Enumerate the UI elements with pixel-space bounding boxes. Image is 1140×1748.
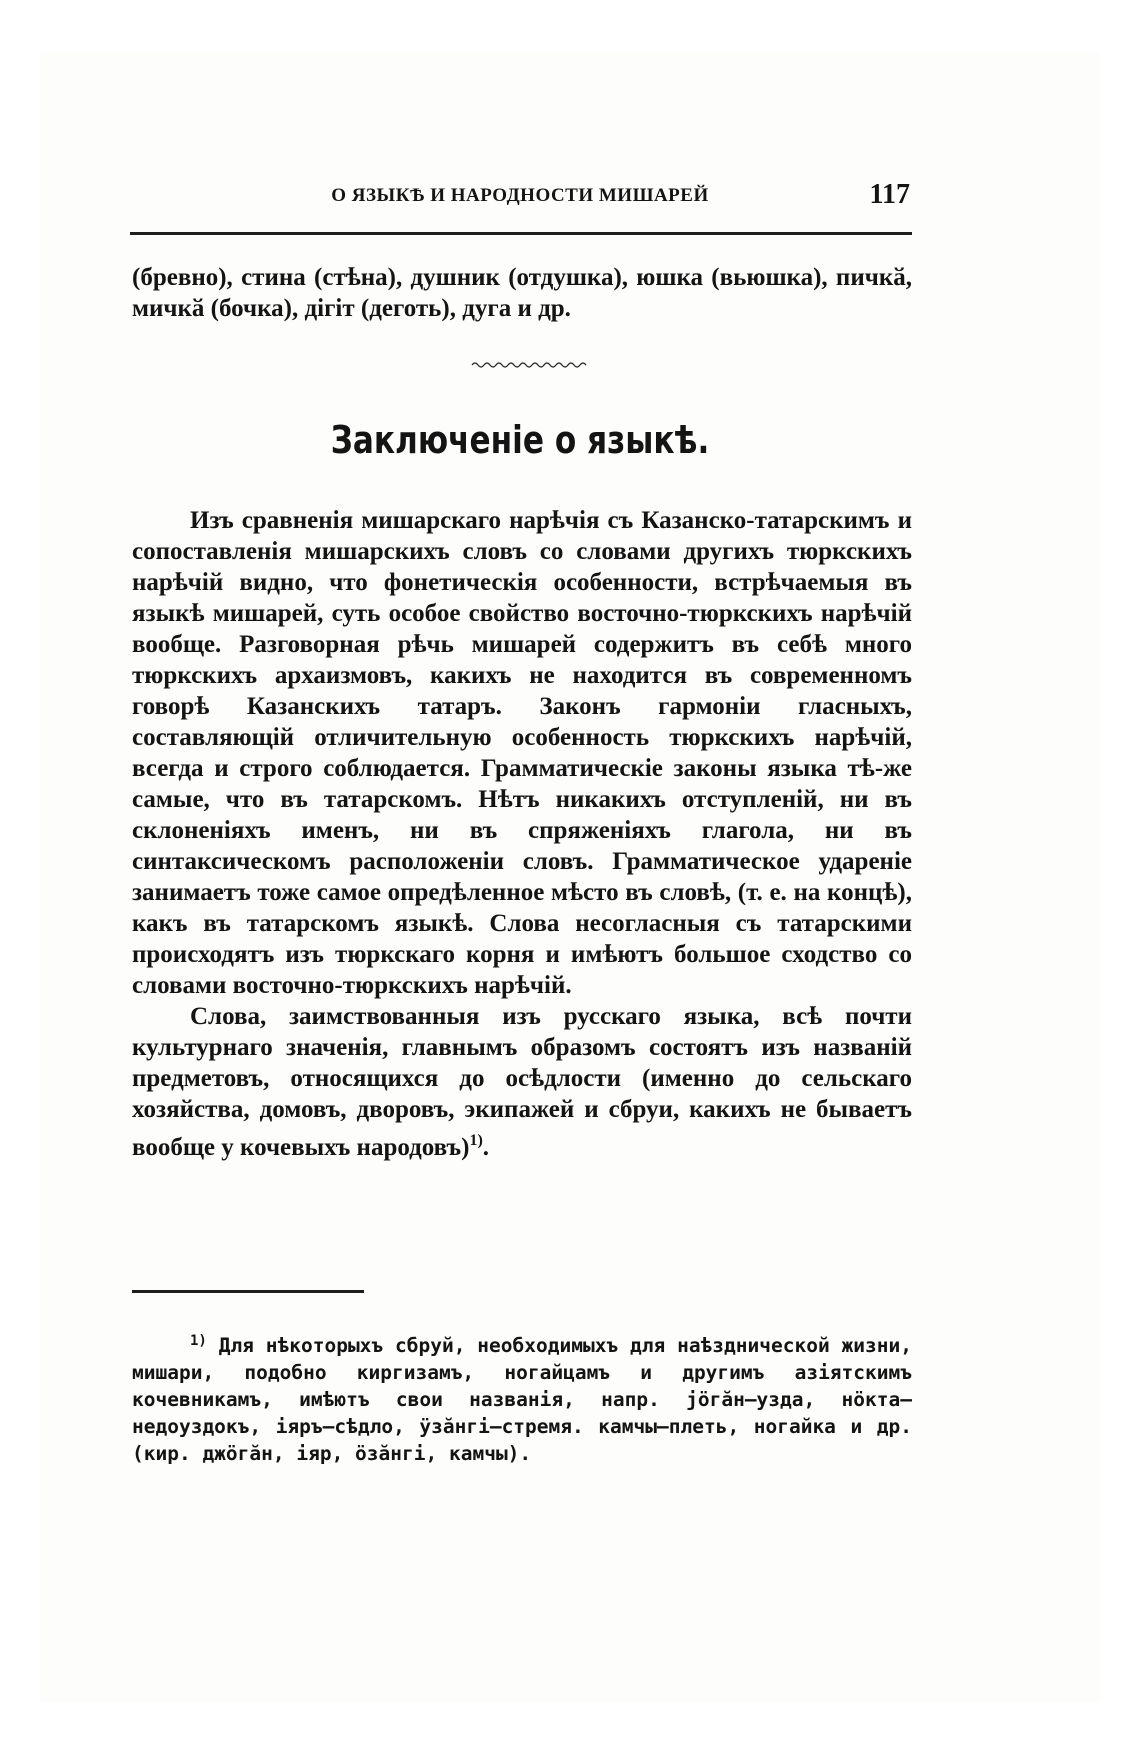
paragraph-comparison: Изъ сравненія мишарскаго нарѣчія съ Казанско-татарскимъ и сопоставленія мишарскихъ словъ со словами другихъ тюркскихъ нарѣчій видно, что фонетическія особенности, встрѣчаемыя въ языкѣ мишарей, суть особое свойство восточно-тюркскихъ нарѣчій вообще. Разговорная рѣчь мишарей содержитъ въ себѣ много тюркскихъ архаизмовъ, какихъ не находится въ современномъ говорѣ Казанскихъ татаръ. Законъ гармоніи гласныхъ, составляющій отличительную особенность тюркскихъ нарѣчій, всегда и строго соблюдается. Грамматическіе законы языка тѣ-же самые, что въ татарскомъ. Нѣтъ никакихъ отступленій, ни въ склоненіяхъ именъ, ни въ спряженіяхъ глагола, ни въ синтаксическомъ расположеніи словъ. Грамматическое удареніе занимаетъ тоже самое опредѣленное мѣсто въ словѣ, (т. е. на концѣ), какъ въ татарскомъ языкѣ. Слова несогласныя съ татарскими происходятъ изъ тюркскаго корня и имѣютъ большое сходство со словами восточно-тюркскихъ нарѣчій. [132,507,912,999]
ornament-flourish [470,360,590,370]
footnote-reference: 1) [469,1132,483,1149]
paragraph-loanwords: Слова, заимствованныя изъ русскаго языка, всѣ почти культурнаго значенія, главнымъ образомъ состоятъ изъ названій предметовъ, относящихся до осѣдлости (именно до сельскаго хозяйства, домовъ, дворовъ, экипажей и сбруи, какихъ не бываетъ вообще у кочевыхъ народовъ)$^{1)}$. [132,1003,912,1161]
header-rule [130,232,912,235]
carryover-text: (бревно), стина (стѣна), душник (отдушка), юшка (вьюшка), пичкӑ, мичкӑ (бочка), дігіт (деготь), дуга и др. [132,264,912,322]
footnote-text: Для нѣкоторыхъ сбруй, необходимыхъ для наѣзднической жизни, мишари, подобно киргизамъ, ногайцамъ и другимъ азіятскимъ кочевникамъ, имѣютъ свои названія, напр. јӧгӑн—узда, нӧкта—недоуздокъ, іяръ—сѣдло, ӱзӑнгі—стремя. камчы—плеть, ногайка и др. (кир. джӧгӑн, іяр, ӧзӑнгі, камчы). [132,1334,912,1465]
footnote-rule [132,1290,364,1293]
section-heading: Заключеніе о языкѣ. [330,418,710,462]
page-number: 117 [869,179,910,210]
running-head [130,179,910,225]
paragraph-loanwords-text: Слова, заимствованныя изъ русскаго языка, всѣ почти культурнаго значенія, главнымъ образомъ состоятъ изъ названій предметовъ, относящихся до осѣдлости (именно до сельскаго хозяйства, домовъ, дворовъ, экипажей и сбруи, какихъ не бываетъ вообще у кочевыхъ народовъ) [132,1003,912,1161]
body-text [132,505,912,1163]
running-title: О ЯЗЫКѢ И НАРОДНОСТИ МИШАРЕЙ [331,185,709,206]
footnote [132,1328,912,1467]
footnote-marker: 1) [190,1333,207,1349]
carryover-paragraph [132,262,912,324]
